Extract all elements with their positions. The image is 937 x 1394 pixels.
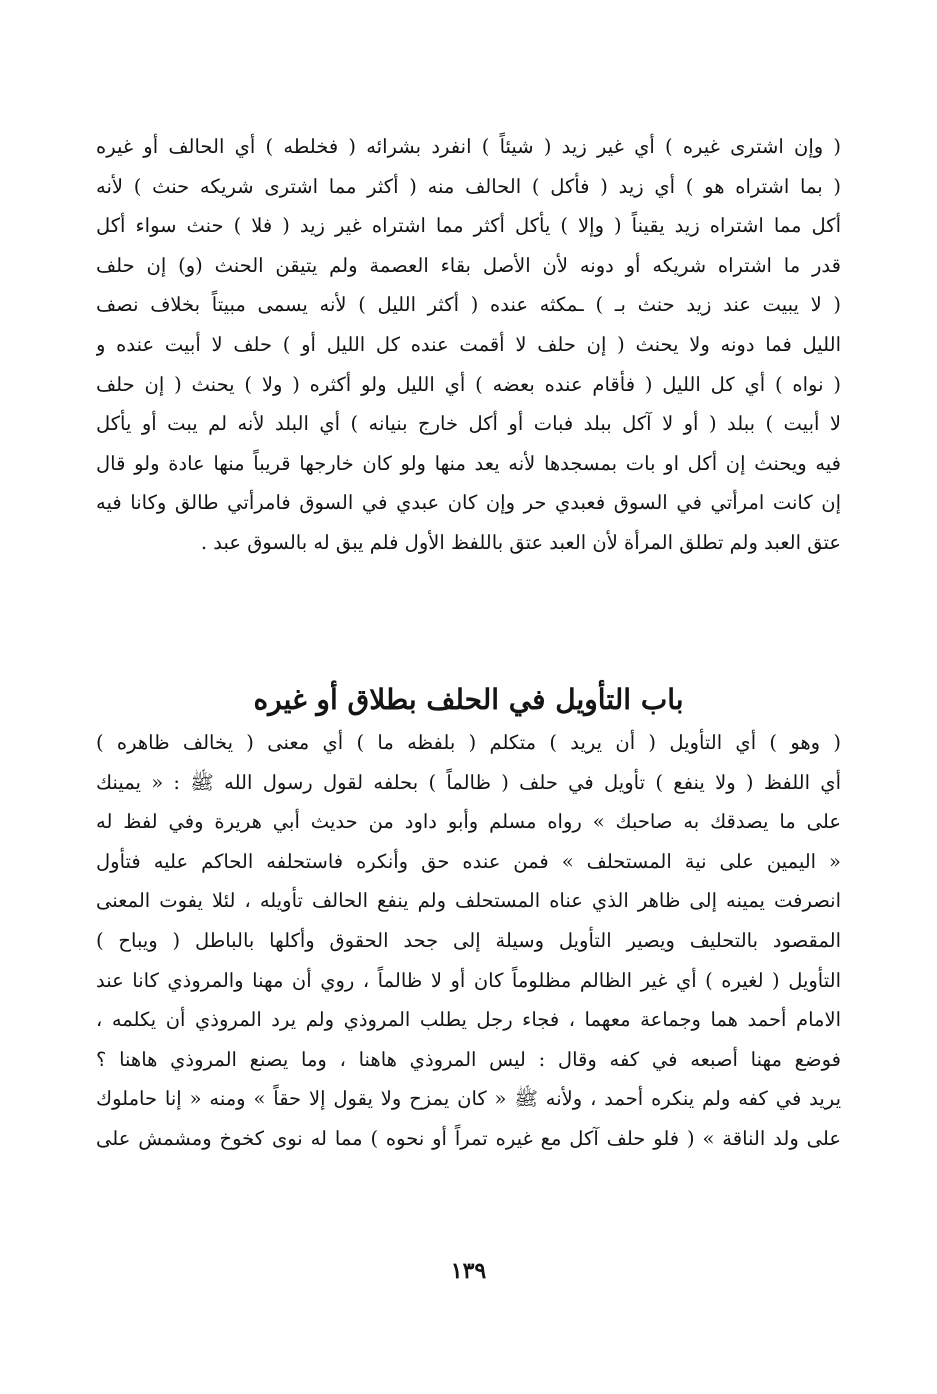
text-line: يريد في كفه ولم ينكره أحمد ، ولأنه ﷺ « كان يمزح ولا يقول إلا حقاً » ومنه « إنا حاملوك (96, 1087, 841, 1111)
text-line: انصرفت يمينه إلى ظاهر الذي عناه المستحلف ولم ينفع الحالف تأويله ، لئلا يفوت المعنى (96, 889, 841, 913)
text-line: « اليمين على نية المستحلف » فمن عنده حق وأنكره فاستحلفه الحاكم عليه فتأول (96, 849, 841, 873)
text-line: ( لا يبيت عند زيد حنث بـ ) ـمكثه عنده ( أكثر الليل ) لأنه يسمى مبيتاً بخلاف نصف (96, 293, 841, 317)
text-line: على ولد الناقة » ( فلو حلف آكل مع غيره تمراً أو نحوه ) مما له نوى كخوخ ومشمش على (96, 1126, 841, 1150)
text-line: عتق العبد ولم تطلق المرأة لأن العبد عتق باللفظ الأول فلم يبق له بالسوق عبد . (200, 530, 841, 554)
text-line: فيه ويحنث إن أكل او بات بمسجدها لأنه يعد منها ولو كان خارجها قريباً منها عادة ولو قال (96, 451, 841, 475)
text-line: على ما يصدقك به صاحبك » رواه مسلم وأبو داود من حديث أبي هريرة وفي لفظ له (96, 810, 841, 834)
text-line: ( وإن اشترى غيره ) أي غير زيد ( شيئاً ) انفرد بشرائه ( فخلطه ) أي الحالف أو غيره (96, 135, 841, 158)
page-number: ١٣٩ (450, 1258, 487, 1284)
text-line: الليل فما دونه ولا يحنث ( إن حلف لا أقمت عنده كل الليل أو ) حلف لا أبيت عنده و (96, 332, 841, 356)
text-line: لا أبيت ) ببلد ( أو لا آكل ببلد فبات أو أكل خارج بنيانه ) أي البلد لأنه لم يبت أو يأكل (96, 412, 841, 436)
body-text-section-2 (96, 723, 841, 1159)
text-line: الامام أحمد هما وجماعة معهما ، فجاء رجل يطلب المروذي ولم يرد المروذي أن يكلمه ، (96, 1008, 841, 1032)
text-line: ( نواه ) أي كل الليل ( فأقام عنده بعضه ) أي الليل ولو أكثره ( ولا ) يحنث ( إن حلف (96, 372, 841, 396)
text-line: ( بما اشتراه هو ) أي زيد ( فأكل ) الحالف منه ( أكثر مما اشترى شريكه حنث ) لأنه (96, 174, 841, 198)
chapter-heading: باب التأويل في الحلف بطلاق أو غيره (253, 683, 684, 717)
text-line: المقصود بالتحليف ويصير التأويل وسيلة إلى جحد الحقوق وأكلها بالباطل ( ويباح ) (96, 928, 841, 952)
text-line: قدر ما اشتراه شريكه أو دونه لأن الأصل بقاء العصمة ولم يتيقن الحنث (و) إن حلف (96, 253, 841, 277)
text-line: التأويل ( لغيره ) أي غير الظالم مظلوماً كان أو لا ظالماً ، روي أن مهنا والمروذي كانا عند (96, 968, 841, 992)
text-line: أكل مما اشتراه زيد يقيناً ( وإلا ) يأكل أكثر مما اشتراه غير زيد ( فلا ) حنث سواء أكل (96, 214, 841, 238)
text-line: إن كانت امرأتي في السوق فعبدي حر وإن كان عبدي في السوق فامرأتي طالق وكانا فيه (96, 491, 841, 515)
body-text-section-1 (96, 127, 841, 563)
text-line: أي اللفظ ( ولا ينفع ) تأويل في حلف ( ظالماً ) بحلفه لقول رسول الله ﷺ : « يمينك (96, 770, 841, 794)
text-line: فوضع مهنا أصبعه في كفه وقال : ليس المروذي هاهنا ، وما يصنع المروذي هاهنا ؟ (96, 1047, 841, 1071)
text-line: ( وهو ) أي التأويل ( أن يريد ) متكلم ( بلفظه ما ) أي معنى ( يخالف ظاهره ) (96, 731, 841, 754)
